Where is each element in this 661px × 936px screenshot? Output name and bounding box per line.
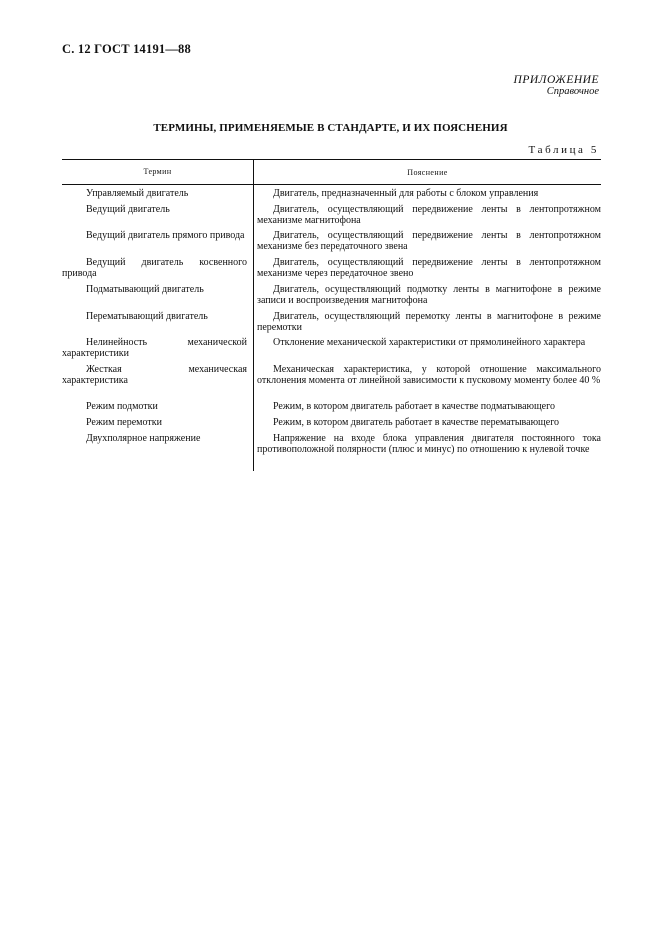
terms-table: [62, 159, 601, 470]
table-row: [62, 189, 601, 205]
explanation-cell: Двигатель, осуществляющий передвижение ленты в лентопротяжном механизме через передаточное звено: [257, 257, 601, 279]
term-cell: Режим перемотки: [86, 417, 162, 428]
page-header: С. 12 ГОСТ 14191—88: [62, 42, 191, 56]
explanation-cell: Отклонение механической характеристики от прямолинейного характера: [273, 337, 586, 348]
table-row: [62, 402, 601, 418]
term-cell: Режим подмотки: [86, 401, 158, 412]
table-row: [62, 338, 601, 365]
explanation-cell: Механическая характеристика, у которой отношение максимального отклонения момента от линейной зависимости к пусковому моменту более 40 %: [257, 364, 601, 386]
term-cell: Ведущий двигатель прямого привода: [86, 230, 245, 241]
term-cell: Перематывающий двигатель: [86, 311, 208, 322]
explanation-cell: Двигатель, осуществляющий подмотку ленты в магнитофоне в режиме записи и воспроизведения магнитофона: [257, 284, 601, 306]
explanation-cell: Режим, в котором двигатель работает в качестве подматывающего: [273, 401, 555, 412]
term-cell: Жесткая механическая характеристика: [62, 364, 247, 386]
table-row: [62, 258, 601, 285]
term-cell: Подматывающий двигатель: [86, 284, 204, 295]
term-cell: Нелинейность механической характеристики: [62, 337, 247, 359]
table-row: [62, 285, 601, 312]
term-cell: Ведущий двигатель: [86, 204, 170, 215]
table-label: Таблица 5: [528, 144, 599, 156]
header-term: Термин: [62, 160, 254, 184]
header-explanation: Пояснение: [407, 167, 448, 177]
table-row: [62, 205, 601, 231]
term-cell: Ведущий двигатель косвенного привода: [62, 257, 247, 279]
appendix-note: [514, 74, 599, 98]
document-title: ТЕРМИНЫ, ПРИМЕНЯЕМЫЕ В СТАНДАРТЕ, И ИХ ПОЯСНЕНИЯ: [153, 122, 508, 134]
table-row: [62, 365, 601, 402]
appendix-label: ПРИЛОЖЕНИЕ: [513, 74, 599, 86]
table-row: [62, 231, 601, 258]
table-row: [62, 418, 601, 434]
table-row: [62, 434, 601, 470]
explanation-cell: Двигатель, осуществляющий передвижение ленты в лентопротяжном механизме без передаточного звена: [257, 230, 601, 252]
table-row: [62, 312, 601, 338]
explanation-cell: Двигатель, осуществляющий передвижение ленты в лентопротяжном механизме магнитофона: [257, 204, 601, 226]
explanation-cell: Двигатель, осуществляющий перемотку ленты в магнитофоне в режиме перемотки: [257, 311, 601, 333]
table-header: [62, 159, 601, 185]
term-cell: Управляемый двигатель: [86, 188, 189, 199]
explanation-cell: Напряжение на входе блока управления двигателя постоянного тока противоположной полярности (плюс и минус) по отношению к нулевой точке: [257, 433, 601, 455]
explanation-cell: Двигатель, предназначенный для работы с блоком управления: [273, 188, 539, 199]
table-body: [62, 185, 601, 470]
appendix-type: Справочное: [546, 86, 599, 97]
explanation-cell: Режим, в котором двигатель работает в качестве перематывающего: [273, 417, 560, 428]
term-cell: Двухполярное напряжение: [86, 433, 201, 444]
